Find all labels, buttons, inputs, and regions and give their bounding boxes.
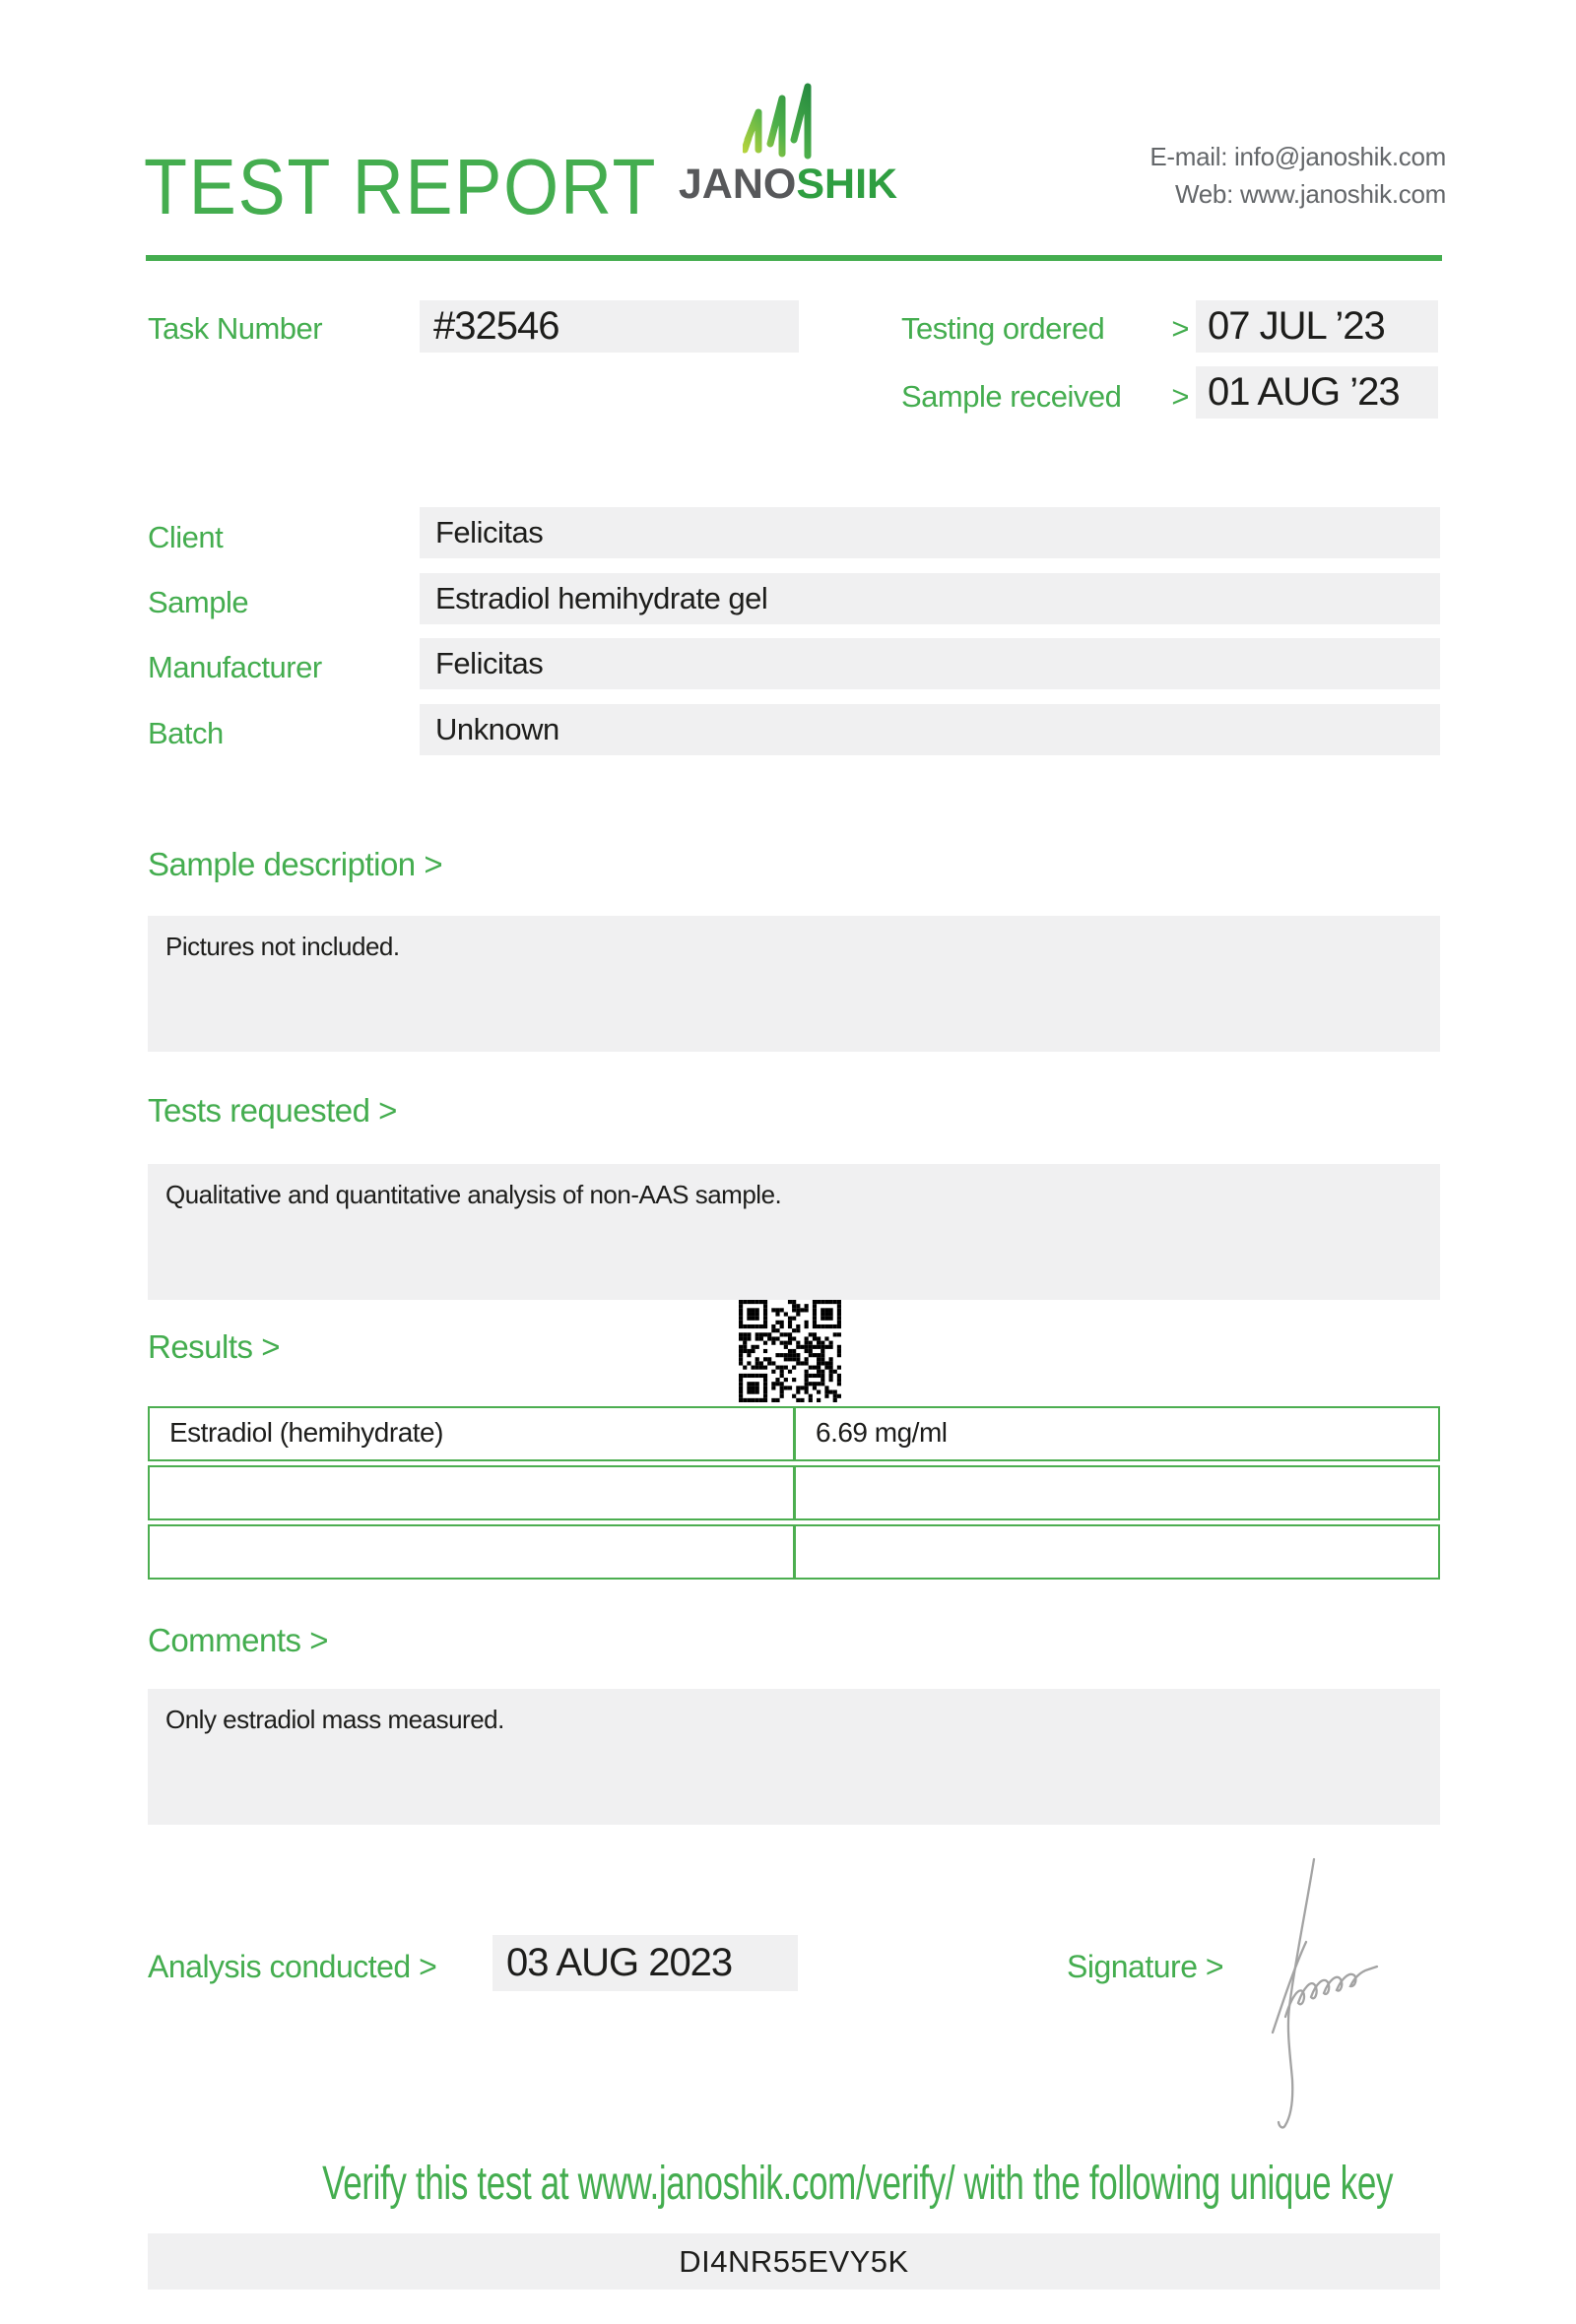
unique-key-box bbox=[148, 2233, 1440, 2290]
field-label-sample: Sample bbox=[148, 585, 249, 619]
result-value-cell bbox=[796, 1467, 1438, 1518]
results-table bbox=[148, 1406, 1440, 1583]
signature-label: Signature > bbox=[1067, 1949, 1224, 1984]
signature-image bbox=[1253, 1847, 1478, 2133]
sample-received-date: 01 AUG ’23 bbox=[1208, 370, 1400, 414]
logo-jano-text: JANO bbox=[678, 161, 797, 208]
logo-chart-icon bbox=[743, 81, 833, 160]
header-divider bbox=[146, 255, 1442, 261]
comments-text: Only estradiol mass measured. bbox=[165, 1705, 504, 1734]
sample-received-label: Sample received > bbox=[901, 379, 1189, 414]
testing-ordered-label: Testing ordered > bbox=[901, 311, 1189, 346]
qr-code bbox=[739, 1300, 841, 1402]
analysis-date: 03 AUG 2023 bbox=[506, 1941, 733, 1984]
table-row bbox=[148, 1406, 1440, 1461]
table-row bbox=[148, 1465, 1440, 1520]
contact-info bbox=[1149, 138, 1446, 213]
result-value-cell bbox=[796, 1526, 1438, 1578]
comments-heading: Comments > bbox=[148, 1622, 328, 1658]
logo-shik-text: SHIK bbox=[796, 161, 898, 208]
task-number-box bbox=[420, 300, 799, 353]
table-row bbox=[148, 1524, 1440, 1580]
field-label-batch: Batch bbox=[148, 716, 224, 750]
tests-requested-text: Qualitative and quantitative analysis of non-AAS sample. bbox=[165, 1180, 782, 1209]
testing-ordered-box bbox=[1196, 300, 1438, 353]
unique-key-value: DI4NR55EVY5K bbox=[679, 2244, 909, 2279]
contact-email: E-mail: info@janoshik.com bbox=[1149, 142, 1446, 171]
sample-description-box bbox=[148, 916, 1440, 1052]
contact-web: Web: www.janoshik.com bbox=[1175, 179, 1446, 209]
field-box-batch bbox=[420, 704, 1440, 755]
field-label-manufacturer: Manufacturer bbox=[148, 650, 322, 684]
chevron-right-icon: > bbox=[1171, 311, 1189, 346]
results-heading: Results > bbox=[148, 1328, 280, 1365]
sample-description-heading: Sample description > bbox=[148, 846, 443, 882]
field-value-client: Felicitas bbox=[435, 515, 544, 549]
task-number-label: Task Number bbox=[148, 311, 323, 346]
task-number-value: #32546 bbox=[433, 304, 559, 348]
comments-box bbox=[148, 1689, 1440, 1825]
analysis-date-box bbox=[492, 1935, 798, 1991]
tests-requested-heading: Tests requested > bbox=[148, 1092, 397, 1129]
result-analyte-cell bbox=[150, 1526, 796, 1578]
field-box-client bbox=[420, 507, 1440, 558]
janoshik-logo bbox=[678, 81, 898, 206]
chevron-right-icon: > bbox=[1171, 379, 1189, 414]
logo-wordmark bbox=[678, 163, 898, 206]
page-title: TEST REPORT bbox=[144, 143, 658, 230]
field-value-sample: Estradiol hemihydrate gel bbox=[435, 581, 768, 615]
result-analyte-cell: Estradiol (hemihydrate) bbox=[150, 1408, 796, 1459]
field-label-client: Client bbox=[148, 520, 224, 554]
field-box-sample bbox=[420, 573, 1440, 624]
analysis-conducted-label: Analysis conducted > bbox=[148, 1949, 437, 1984]
testing-ordered-date: 07 JUL ’23 bbox=[1208, 304, 1385, 348]
field-value-batch: Unknown bbox=[435, 712, 559, 746]
field-value-manufacturer: Felicitas bbox=[435, 646, 544, 680]
sample-description-text: Pictures not included. bbox=[165, 932, 400, 961]
verify-instruction: Verify this test at www.janoshik.com/verify/ with the following unique key bbox=[322, 2158, 1394, 2210]
result-value-cell: 6.69 mg/ml bbox=[816, 1417, 948, 1448]
field-box-manufacturer bbox=[420, 638, 1440, 689]
sample-received-box bbox=[1196, 366, 1438, 419]
result-analyte-cell bbox=[150, 1467, 796, 1518]
tests-requested-box bbox=[148, 1164, 1440, 1300]
